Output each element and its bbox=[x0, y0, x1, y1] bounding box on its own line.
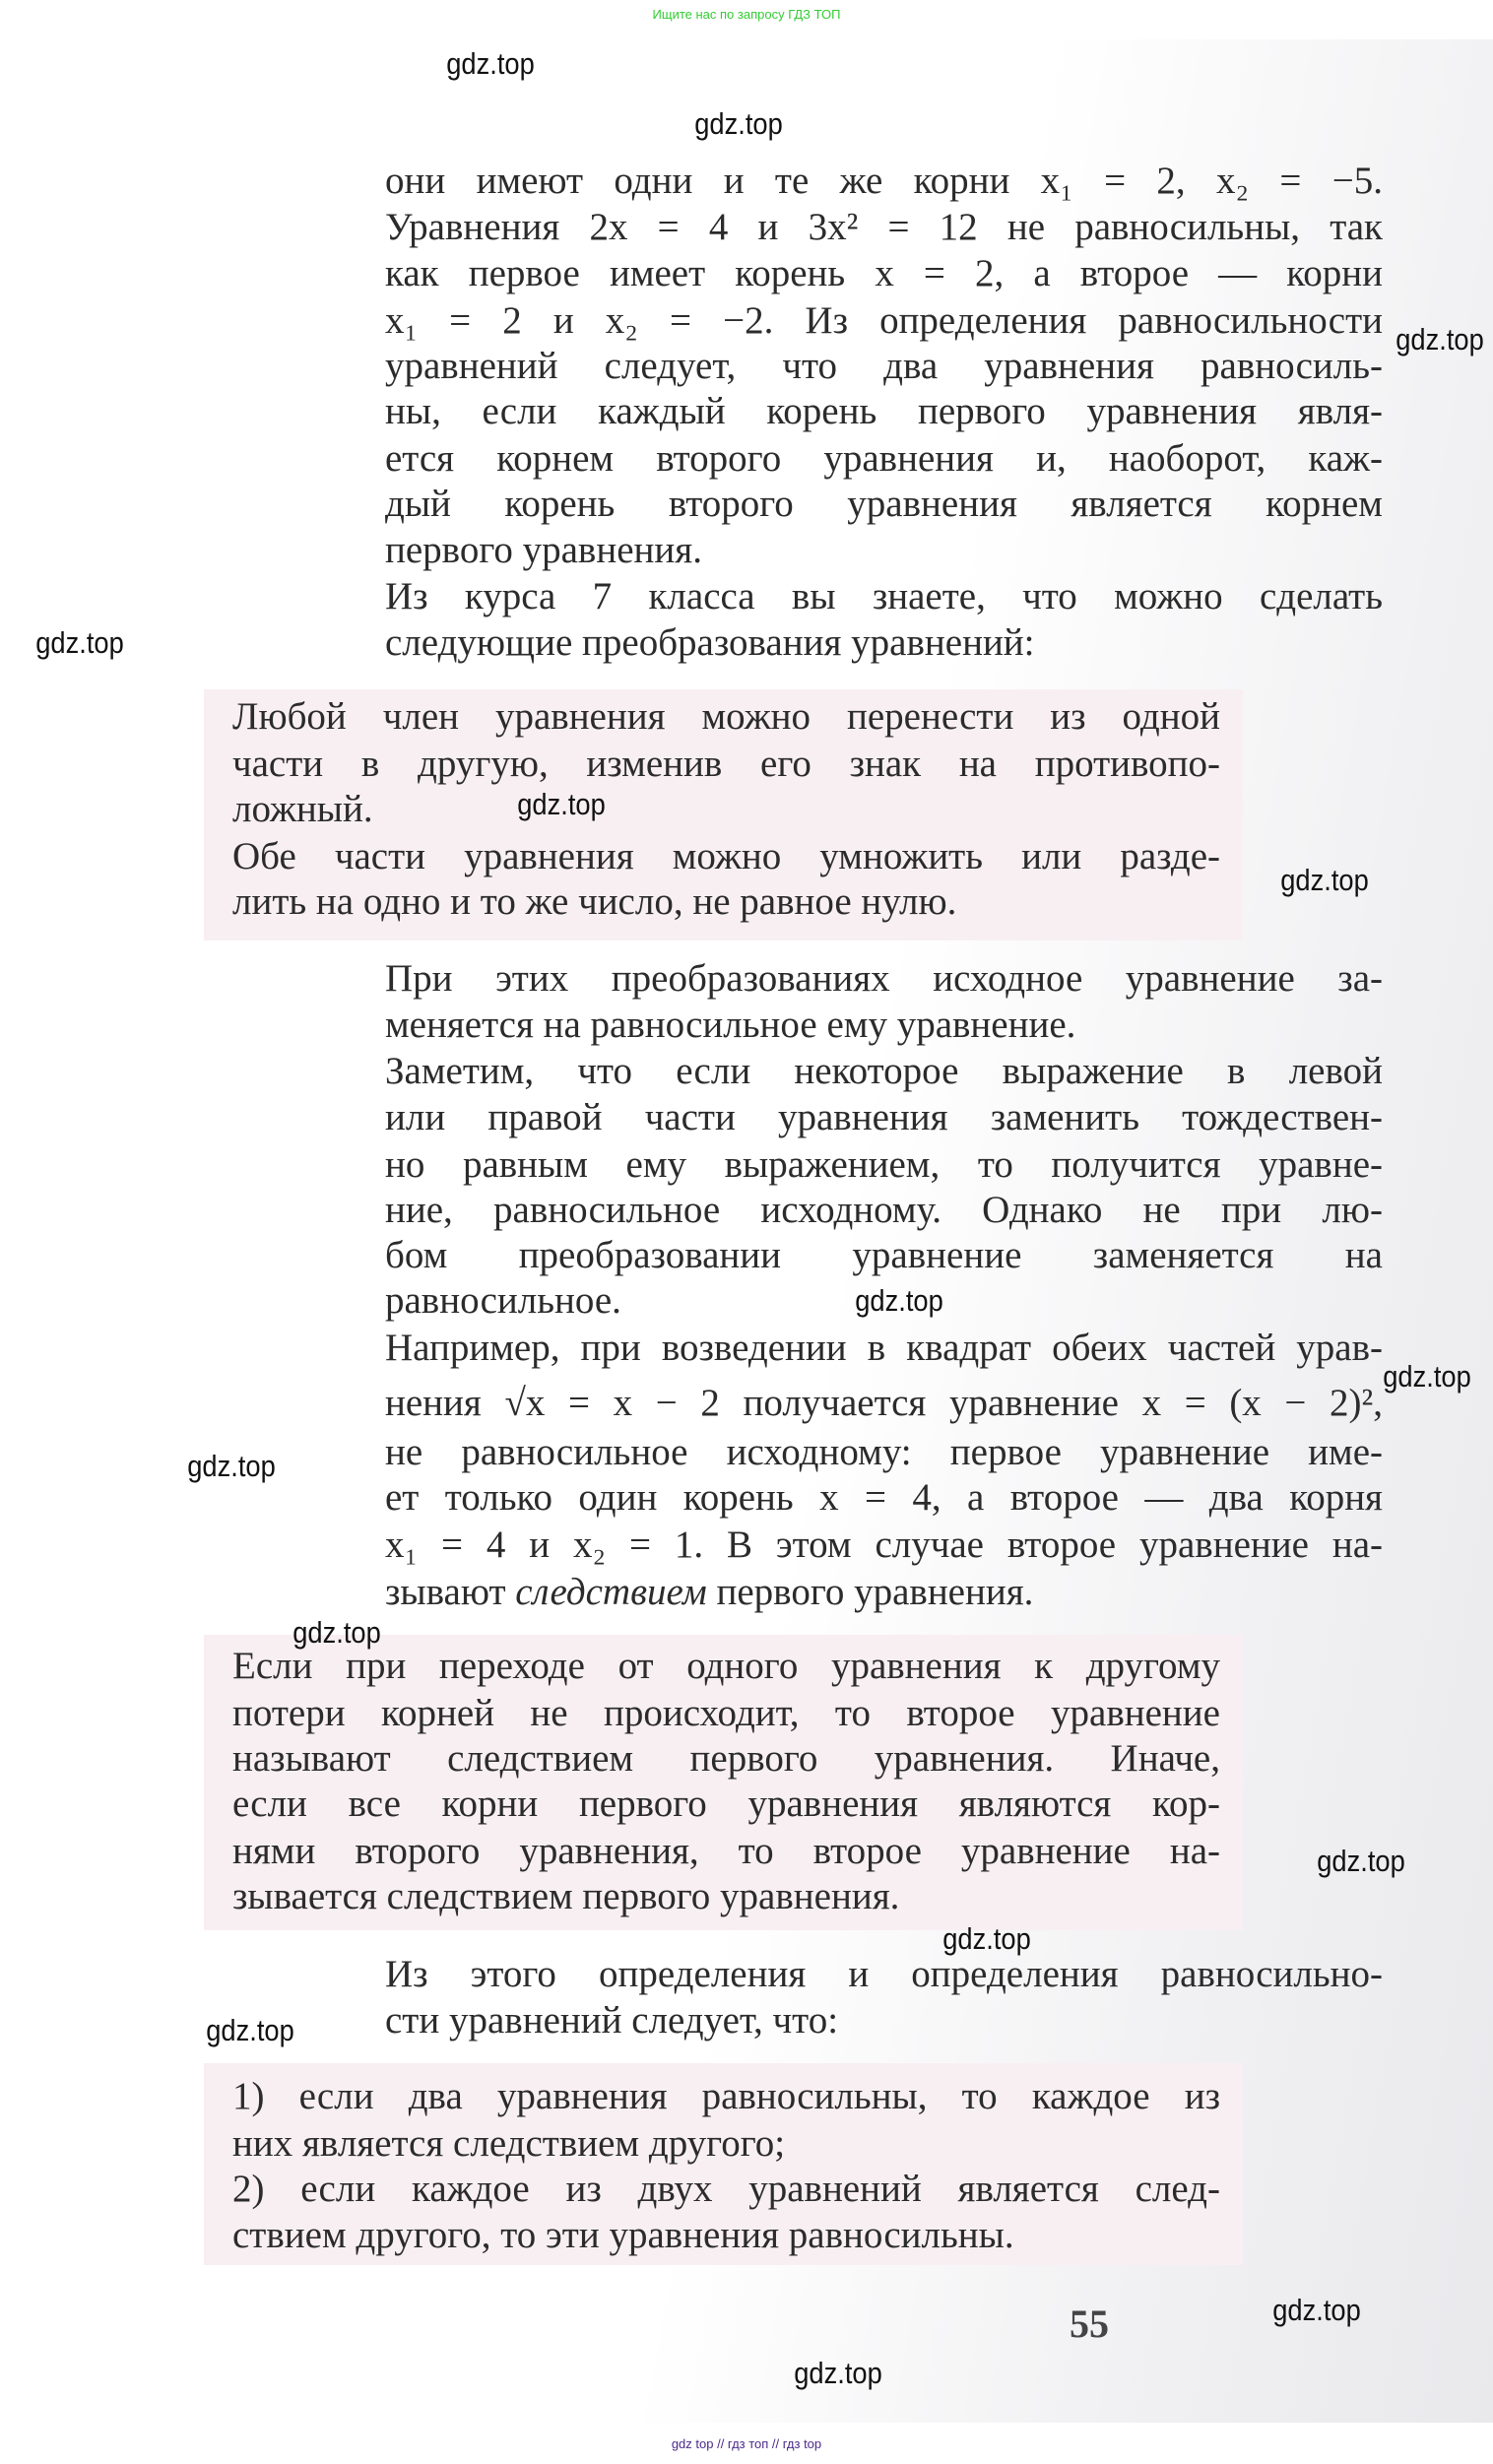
text-line bbox=[385, 1232, 1383, 1278]
text-line bbox=[232, 1873, 1220, 1919]
text-line bbox=[232, 741, 1220, 787]
text-line bbox=[232, 1781, 1220, 1827]
text-line bbox=[385, 619, 1383, 666]
text-segment: Уравнения 2x = 4 и 3x² = 12 не равносильны, так bbox=[385, 206, 1383, 248]
text-line bbox=[385, 204, 1383, 250]
text-segment: x₁ = 4 и x₂ = 1. В этом случае второе уравнение на- bbox=[385, 1524, 1383, 1566]
text-line bbox=[385, 1429, 1383, 1475]
text-segment: потери корней не происходит, то второе уравнение bbox=[232, 1692, 1220, 1734]
text-line bbox=[385, 1002, 1383, 1048]
text-line bbox=[385, 1569, 1383, 1615]
watermark: gdz.top bbox=[1317, 1844, 1405, 1878]
text-segment: лить на одно и то же число, не равное нулю. bbox=[232, 880, 957, 923]
page-number: 55 bbox=[1070, 2302, 1109, 2346]
text-line bbox=[232, 2166, 1220, 2212]
text-segment: или правой части уравнения заменить тождествен- bbox=[385, 1096, 1383, 1138]
watermark: gdz.top bbox=[292, 1615, 381, 1650]
text-line bbox=[385, 1951, 1383, 1997]
text-segment: дый корень второго уравнения является корнем bbox=[385, 483, 1383, 525]
text-segment: части в другую, изменив его знак на противопо- bbox=[232, 743, 1220, 785]
text-segment: первого уравнения. bbox=[706, 1571, 1034, 1613]
text-segment: зывают bbox=[385, 1571, 516, 1613]
watermark: gdz.top bbox=[1280, 863, 1369, 897]
text-line bbox=[385, 1997, 1383, 2043]
watermark: gdz.top bbox=[517, 787, 606, 821]
text-line bbox=[232, 2212, 1220, 2258]
watermark: gdz.top bbox=[855, 1283, 943, 1318]
text-line bbox=[232, 1828, 1220, 1874]
text-segment: x₁ = 2 и x₂ = −2. Из определения равносильности bbox=[385, 299, 1383, 342]
text-line bbox=[385, 1522, 1383, 1568]
text-segment: них является следствием другого; bbox=[232, 2122, 786, 2165]
text-line bbox=[232, 693, 1220, 740]
text-segment: Из курса 7 класса вы знаете, что можно сделать bbox=[385, 575, 1383, 617]
text-segment: зывается следствием первого уравнения. bbox=[232, 1875, 900, 1917]
text-segment: равносильное. bbox=[385, 1279, 621, 1322]
text-line bbox=[385, 1325, 1383, 1371]
text-segment: Заметим, что если некоторое выражение в левой bbox=[385, 1050, 1383, 1092]
text-segment: нями второго уравнения, то второе уравнение на- bbox=[232, 1830, 1220, 1872]
text-segment: сти уравнений следует, что: bbox=[385, 1999, 839, 2042]
text-segment: ны, если каждый корень первого уравнения явля- bbox=[385, 390, 1383, 432]
text-segment: первого уравнения. bbox=[385, 529, 702, 571]
text-segment: ложный. bbox=[232, 788, 373, 830]
text-segment: Обе части уравнения можно умножить или разде- bbox=[232, 835, 1220, 877]
text-segment: 1) если два уравнения равносильны, то каждое из bbox=[232, 2075, 1220, 2117]
text-segment: бом преобразовании уравнение заменяется на bbox=[385, 1234, 1383, 1276]
text-segment: следующие преобразования уравнений: bbox=[385, 621, 1035, 664]
text-line bbox=[232, 2073, 1220, 2119]
text-segment: если все корни первого уравнения являются кор- bbox=[232, 1783, 1220, 1825]
text-line bbox=[385, 297, 1383, 344]
text-line bbox=[232, 786, 1220, 832]
text-line bbox=[385, 573, 1383, 619]
text-line bbox=[385, 955, 1383, 1002]
watermark: gdz.top bbox=[446, 46, 535, 81]
top-banner[interactable]: Ищите нас по запросу ГДЗ ТОП bbox=[652, 7, 841, 22]
text-line bbox=[232, 2120, 1220, 2167]
text-segment: как первое имеет корень x = 2, а второе — корни bbox=[385, 252, 1383, 294]
text-line bbox=[385, 1187, 1383, 1233]
text-segment: Если при переходе от одного уравнения к другому bbox=[232, 1645, 1220, 1687]
text-line bbox=[232, 878, 1220, 925]
text-line bbox=[232, 833, 1220, 879]
italic-term: следствием bbox=[515, 1571, 707, 1613]
text-segment: но равным ему выражением, то получится уравне- bbox=[385, 1143, 1383, 1186]
text-line bbox=[232, 1735, 1220, 1782]
text-segment: не равносильное исходному: первое уравнение име- bbox=[385, 1431, 1383, 1473]
text-segment: меняется на равносильное ему уравнение. bbox=[385, 1004, 1076, 1046]
text-segment: Любой член уравнения можно перенести из одной bbox=[232, 695, 1220, 738]
text-segment: 2) если каждое из двух уравнений является след- bbox=[232, 2168, 1220, 2210]
watermark: gdz.top bbox=[1383, 1359, 1471, 1394]
text-segment: Например, при возведении в квадрат обеих частей урав- bbox=[385, 1327, 1383, 1369]
watermark: gdz.top bbox=[794, 2356, 882, 2390]
text-segment: нения √x = x − 2 получается уравнение x = (x − 2)², bbox=[385, 1382, 1383, 1424]
footer-links[interactable]: gdz top // гдз топ // гдз top bbox=[671, 2436, 822, 2451]
text-segment: называют следствием первого уравнения. Иначе, bbox=[232, 1737, 1220, 1780]
text-segment: ствием другого, то эти уравнения равносильны. bbox=[232, 2214, 1014, 2256]
text-line bbox=[385, 527, 1383, 573]
watermark: gdz.top bbox=[942, 1921, 1031, 1956]
text-segment: они имеют одни и те же корни x₁ = 2, x₂ = −5. bbox=[385, 160, 1383, 202]
watermark: gdz.top bbox=[206, 2013, 294, 2047]
text-segment: ет только один корень x = 4, а второе — два корня bbox=[385, 1476, 1383, 1519]
text-line bbox=[385, 1094, 1383, 1140]
text-segment: ется корнем второго уравнения и, наоборот, каж- bbox=[385, 437, 1383, 480]
text-segment: При этих преобразованиях исходное уравнение за- bbox=[385, 957, 1383, 1000]
text-line bbox=[385, 1048, 1383, 1094]
text-line bbox=[232, 1690, 1220, 1736]
watermark: gdz.top bbox=[187, 1449, 276, 1483]
watermark: gdz.top bbox=[694, 106, 783, 141]
text-segment: ние, равносильное исходному. Однако не при лю- bbox=[385, 1189, 1383, 1231]
text-line bbox=[385, 250, 1383, 296]
text-segment: Из этого определения и определения равносильно- bbox=[385, 1953, 1383, 1995]
text-line bbox=[385, 1380, 1383, 1426]
watermark: gdz.top bbox=[35, 625, 124, 660]
text-line bbox=[385, 343, 1383, 389]
text-segment: уравнений следует, что два уравнения равносиль- bbox=[385, 345, 1383, 387]
text-line bbox=[385, 388, 1383, 434]
text-line bbox=[385, 1474, 1383, 1521]
watermark: gdz.top bbox=[1396, 322, 1484, 357]
text-line bbox=[385, 481, 1383, 527]
watermark: gdz.top bbox=[1272, 2293, 1361, 2327]
text-line bbox=[385, 435, 1383, 482]
text-line bbox=[385, 1141, 1383, 1188]
text-line bbox=[385, 158, 1383, 204]
